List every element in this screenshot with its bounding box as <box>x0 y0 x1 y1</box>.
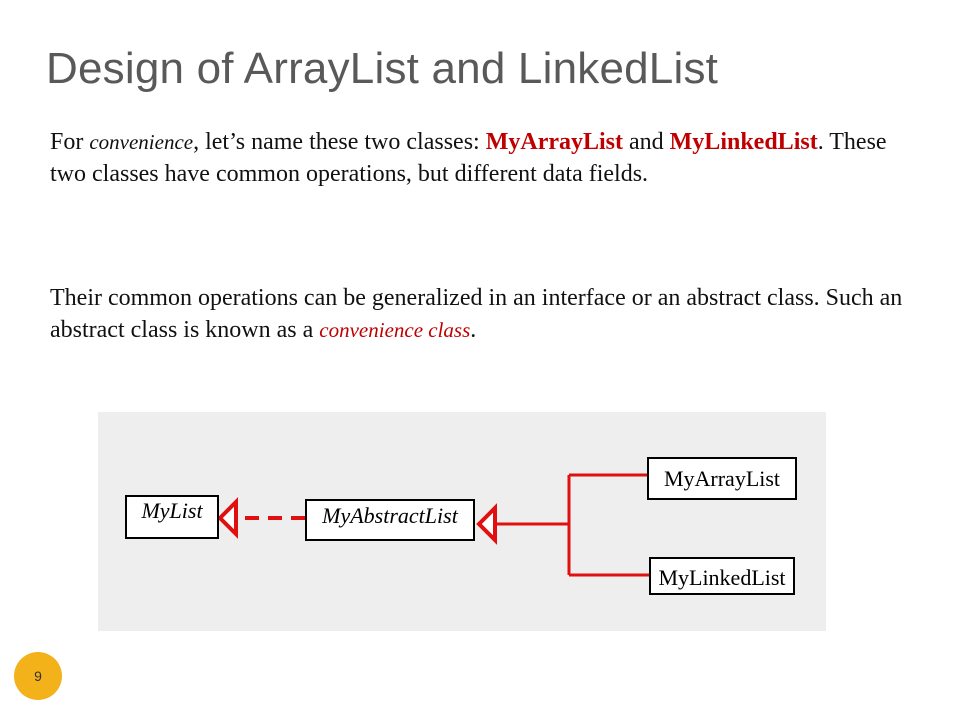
p1-myarraylist: MyArrayList <box>485 129 623 155</box>
p1-text-5: and <box>623 129 670 155</box>
slide-title: Design of ArrayList and LinkedList <box>46 44 719 93</box>
p1-text-7: . These two classes have common operations, but different data fields. <box>50 129 887 187</box>
p2-text-3: . <box>470 317 477 343</box>
p2-text-1: Their common operations can be generalized in an interface or an abstract class. Such an abstract class is known as a <box>50 285 903 343</box>
uml-box-myabstractlist: MyAbstractList <box>305 499 475 541</box>
uml-box-mylist: MyList <box>125 495 219 539</box>
paragraph-operations <box>50 282 925 346</box>
p1-convenience: convenience <box>89 130 194 154</box>
p2-convenience-class: convenience class <box>319 318 471 342</box>
uml-diagram <box>98 412 826 631</box>
p1-text-1: For <box>50 129 90 155</box>
inherit-arrowhead <box>479 508 495 540</box>
p1-mylinkedlist: MyLinkedList <box>669 129 818 155</box>
uml-box-mylinkedlist: MyLinkedList <box>649 557 795 595</box>
page-number-badge: 9 <box>14 652 62 700</box>
implements-arrowhead <box>220 502 236 534</box>
uml-box-myarraylist: MyArrayList <box>647 457 797 500</box>
paragraph-classes <box>50 126 925 190</box>
p1-text-3: , let’s name these two classes: <box>193 129 486 155</box>
